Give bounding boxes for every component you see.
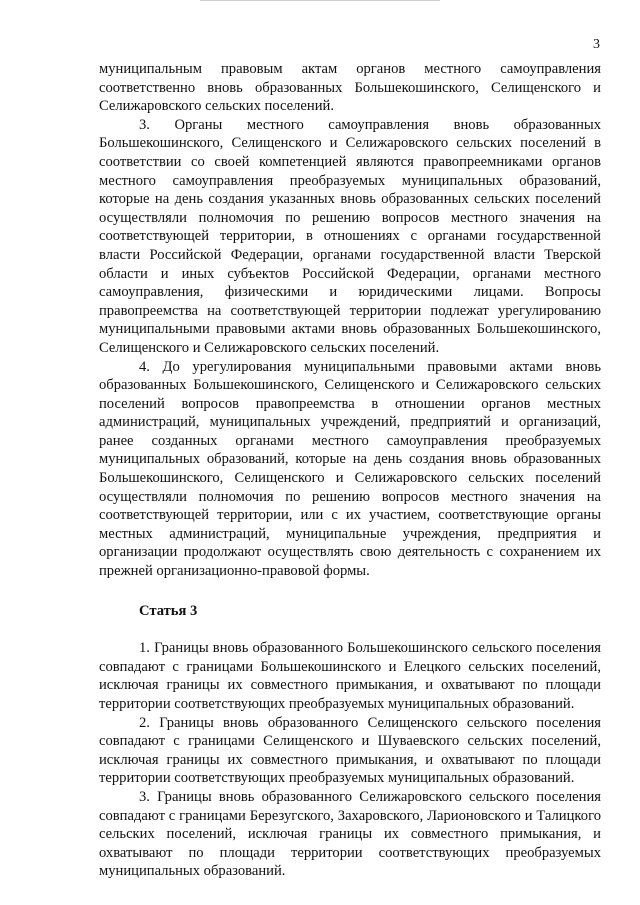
page-number: 3 xyxy=(593,37,600,52)
article-heading: Статья 3 xyxy=(139,602,198,619)
paragraph-clause-4: 4. До урегулирования муниципальными правовыми актами вновь образованных Большекошинского, Селищенского и Селижаровского сельских поселений вопросов правопреемства в отношении органов местных администраций, муниципальных учреждений, предприятий и организаций, ранее созданных органами местного самоуправления преобразуемых муниципальных образований, которые на день создания вновь образованных Большекошинского, Селищенского и Селижаровского сельских поселений осуществляли полномочия по решению вопросов местного значения на соответствующей территории, или с их участием, соответствующие органы местных администраций, муниципальные учреждения, предприятия и организации продолжают осуществлять свою деятельность с сохранением их прежней организационно-правовой формы. xyxy=(99,358,601,580)
paragraph-article3-clause-1: 1. Границы вновь образованного Большекошинского сельского поселения совпадают с границами Большекошинского и Елецкого сельских поселений, исключая границы их совместного примыкания, и охватывают по площади территории соответствующих преобразуемых муниципальных образований. xyxy=(99,640,601,712)
scan-edge-line xyxy=(200,0,440,1)
paragraph-article3-clause-3: 3. Границы вновь образованного Селижаровского сельского поселения совпадают с границами Березугского, Захаровского, Ларионовского и Талицкого сельских поселений, исключая границы их совместного примыкания, и охватывают по площади территории соответствующих преобразуемых муниципальных образований. xyxy=(99,788,601,880)
paragraph-clause-3: 3. Органы местного самоуправления вновь образованных Большекошинского, Селищенского и Селижаровского сельских поселений в соответствии со своей компетенцией являются правопреемниками органов местного самоуправления преобразуемых муниципальных образований, которые на день создания указанных вновь образованных сельских поселений осуществляли полномочия по решению вопросов местного значения на соответствующей территории, в отношениях с органами государственной власти Российской Федерации, органами государственной власти Тверской области и иных субъектов Российской Федерации, органами местного самоуправления, физическими и юридическими лицами. Вопросы правопреемства на соответствующей территории подлежат урегулированию муниципальными правовыми актами вновь образованных Большекошинского, Селищенского и Селижаровского сельских поселений. xyxy=(99,116,601,356)
document-body xyxy=(99,60,601,881)
paragraph-article3-clause-2: 2. Границы вновь образованного Селищенского сельского поселения совпадают с границами Селищенского и Шуваевского сельских поселений, исключая границы их совместного примыкания, и охватывают по площади территории соответствующих преобразуемых муниципальных образований. xyxy=(99,714,601,787)
paragraph-continuation: муниципальным правовым актам органов местного самоуправления соответственно вновь образованных Большекошинского, Селищенского и Селижаровского сельских поселений. xyxy=(99,61,601,115)
